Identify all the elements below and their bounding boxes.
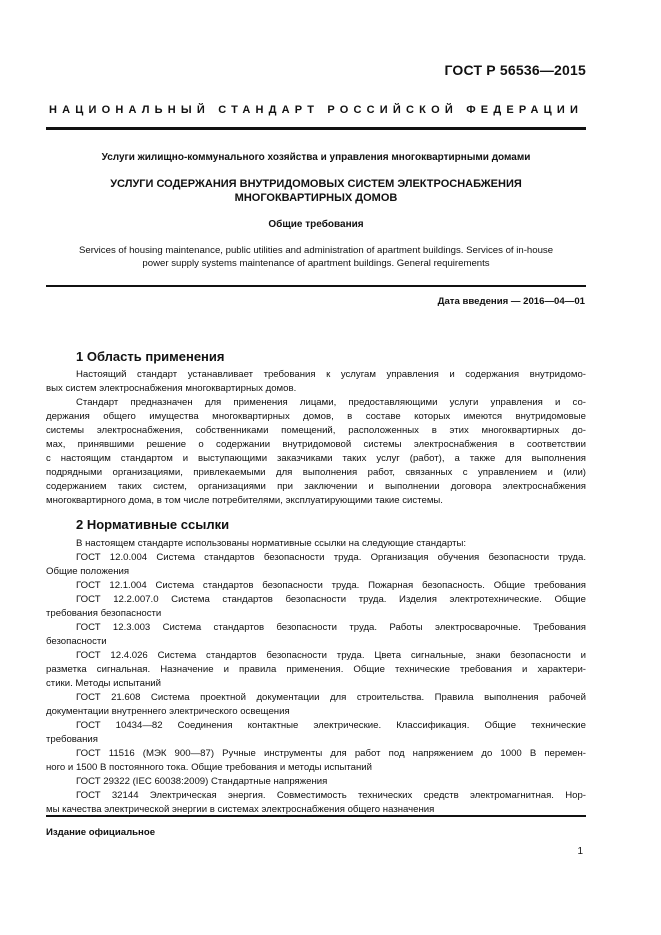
section-1-heading: 1 Область применения xyxy=(76,349,225,364)
introduction-date: Дата введения — 2016—04—01 xyxy=(437,296,585,307)
reference-line: ГОСТ 12.0.004 Система стандартов безопасности труда. Организация обучения безопасности труда. xyxy=(76,552,586,563)
reference-line: ГОСТ 12.1.004 Система стандартов безопасности труда. Пожарная безопасность. Общие требования xyxy=(76,580,586,591)
reference-line: требования безопасности xyxy=(46,608,162,619)
section-1-line: Стандарт предназначен для применения лицами, предоставляющими услуги управления и со- xyxy=(76,397,586,408)
section-2-heading: 2 Нормативные ссылки xyxy=(76,517,230,532)
series-title: Услуги жилищно-коммунального хозяйства и управления многоквартирными домами xyxy=(101,152,531,163)
reference-line: требования xyxy=(46,734,98,745)
section-1-line: мах, принявшими решение о содержании внутридомовой системы электроснабжения в соответствии xyxy=(46,439,586,450)
section-1-line: держания общего имущества многоквартирных домов, в составе которых имеются внутридомовые xyxy=(46,411,586,422)
reference-line: стики. Методы испытаний xyxy=(46,678,162,689)
standard-number: ГОСТ Р 56536—2015 xyxy=(444,62,586,78)
reference-line: ГОСТ 10434—82 Соединения контактные электрические. Классификация. Общие технические xyxy=(76,720,586,731)
page-number: 1 xyxy=(577,846,583,857)
section-1-line: содержанием таких систем, организациями при заключении и выполнении договора электроснабжения xyxy=(46,481,586,492)
reference-line: ГОСТ 12.2.007.0 Система стандартов безопасности труда. Изделия электротехнические. Общие xyxy=(76,594,586,605)
reference-line: мы качества электрической энергии в системах электроснабжения общего назначения xyxy=(46,804,435,815)
reference-line: документации внутреннего электрического освещения xyxy=(46,706,290,717)
section-1-line: системы электроснабжения, собственниками помещений, расположенных в этих многоквартирных до- xyxy=(46,425,586,436)
section-1-line: многоквартирного дома, в том числе потребителями, эксплуатирующими такие системы. xyxy=(46,495,443,506)
middle-rule xyxy=(46,285,586,287)
reference-line: ГОСТ 32144 Электрическая энергия. Совместимость технических средств электромагнитная. Нор- xyxy=(76,790,586,801)
reference-line: ного и 1500 В постоянного тока. Общие требования и методы испытаний xyxy=(46,762,373,773)
reference-line: ГОСТ 12.3.003 Система стандартов безопасности труда. Работы электросварочные. Требования xyxy=(76,622,586,633)
document-subtitle: Общие требования xyxy=(268,219,364,230)
section-1-line: Настоящий стандарт устанавливает требования к услугам управления и содержания внутридомо- xyxy=(76,369,586,380)
top-rule xyxy=(46,127,586,130)
reference-line: Общие положения xyxy=(46,566,130,577)
reference-line: безопасности xyxy=(46,636,107,647)
english-title-line-1: Services of housing maintenance, public utilities and administration of apartment buildings. Services of in-house xyxy=(78,245,554,256)
english-title-line-2: power supply systems maintenance of apartment buildings. General requirements xyxy=(142,258,490,269)
section-1-line: вых систем электроснабжения многоквартирных домов. xyxy=(46,383,297,394)
section-2-line: В настоящем стандарте использованы нормативные ссылки на следующие стандарты: xyxy=(76,538,467,549)
document-title-line-2: МНОГОКВАРТИРНЫХ ДОМОВ xyxy=(234,192,398,204)
section-1-line: с настоящим стандартом и выступающими заказчиками таких услуг (работ), а также для выполнения xyxy=(46,453,586,464)
section-1-line: подрядными организациями, привлекаемыми для выполнения работ, связанных с управлением и (или) xyxy=(46,467,586,478)
reference-line: ГОСТ 21.608 Система проектной документации для строительства. Правила выполнения рабочей xyxy=(76,692,586,703)
reference-line: ГОСТ 12.4.026 Система стандартов безопасности труда. Цвета сигнальные, знаки безопасности и xyxy=(76,650,586,661)
reference-line: разметка сигнальная. Назначение и правила применения. Общие технические требования и характери- xyxy=(46,664,586,675)
official-edition-label: Издание официальное xyxy=(46,827,156,838)
document-title-line-1: УСЛУГИ СОДЕРЖАНИЯ ВНУТРИДОМОВЫХ СИСТЕМ ЭЛЕКТРОСНАБЖЕНИЯ xyxy=(110,178,522,190)
national-standard-banner: НАЦИОНАЛЬНЫЙ СТАНДАРТ РОССИЙСКОЙ ФЕДЕРАЦИИ xyxy=(48,104,584,116)
reference-line: ГОСТ 29322 (IEC 60038:2009) Стандартные напряжения xyxy=(76,776,328,787)
reference-line: ГОСТ 11516 (МЭК 900—87) Ручные инструменты для работ под напряжением до 1000 В перемен- xyxy=(76,748,586,759)
bottom-rule xyxy=(46,815,586,817)
